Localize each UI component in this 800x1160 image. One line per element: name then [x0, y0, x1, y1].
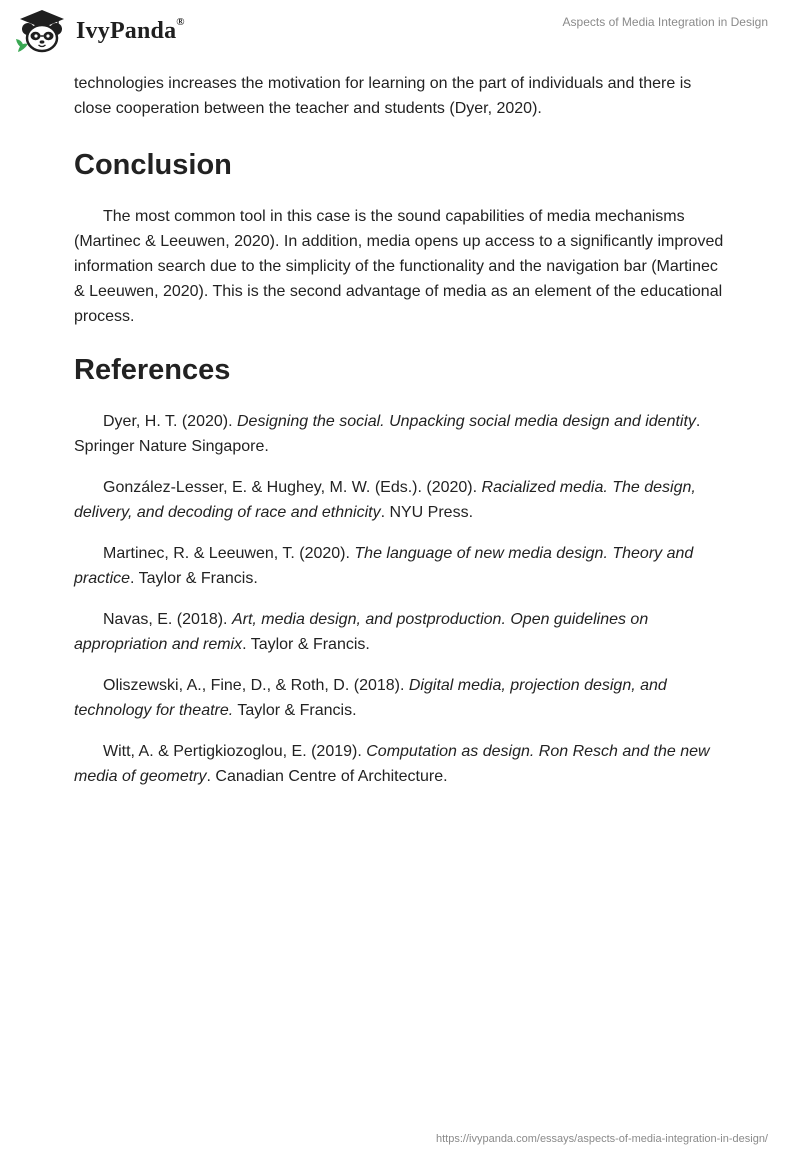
references-heading: References: [74, 354, 231, 386]
ivypanda-logo[interactable]: [14, 8, 185, 54]
conclusion-heading: Conclusion: [74, 149, 232, 181]
references-list: [74, 409, 726, 789]
reference-item: Martinec, R. & Leeuwen, T. (2020). The language of new media design. Theory and practice. Taylor & Francis.: [74, 545, 694, 587]
footer-url-link[interactable]: https://ivypanda.com/essays/aspects-of-media-integration-in-design/: [436, 1133, 768, 1145]
conclusion-paragraph: The most common tool in this case is the sound capabilities of media mechanisms (Martinec & Leeuwen, 2020). In addition, media opens up access to a significantly improved information search due to the simplicity of the functionality and the navigation bar (Martinec & Leeuwen, 2020). This is the second advantage of media as an element of the educational process.: [74, 208, 724, 325]
running-title: Aspects of Media Integration in Design: [562, 15, 768, 29]
page-header: [0, 0, 800, 60]
reference-item: Oliszewski, A., Fine, D., & Roth, D. (2018). Digital media, projection design, and technology for theatre. Taylor & Francis.: [74, 677, 667, 719]
panda-graduate-icon: [14, 8, 70, 54]
reference-item: González-Lesser, E. & Hughey, M. W. (Eds.). (2020). Racialized media. The design, delivery, and decoding of race and ethnicity. NYU Press.: [74, 479, 696, 521]
reference-item: Witt, A. & Pertigkiozoglou, E. (2019). Computation as design. Ron Resch and the new media of geometry. Canadian Centre of Architecture.: [74, 743, 710, 785]
intro-paragraph: technologies increases the motivation for learning on the part of individuals and there is close cooperation between the teacher and students (Dyer, 2020).: [74, 75, 692, 117]
reference-item: Navas, E. (2018). Art, media design, and postproduction. Open guidelines on appropriation and remix. Taylor & Francis.: [74, 611, 649, 653]
reference-item: Dyer, H. T. (2020). Designing the social. Unpacking social media design and identity. Springer Nature Singapore.: [74, 413, 701, 455]
essay-body: [74, 71, 726, 805]
brand-name: IvyPanda®: [76, 15, 185, 44]
